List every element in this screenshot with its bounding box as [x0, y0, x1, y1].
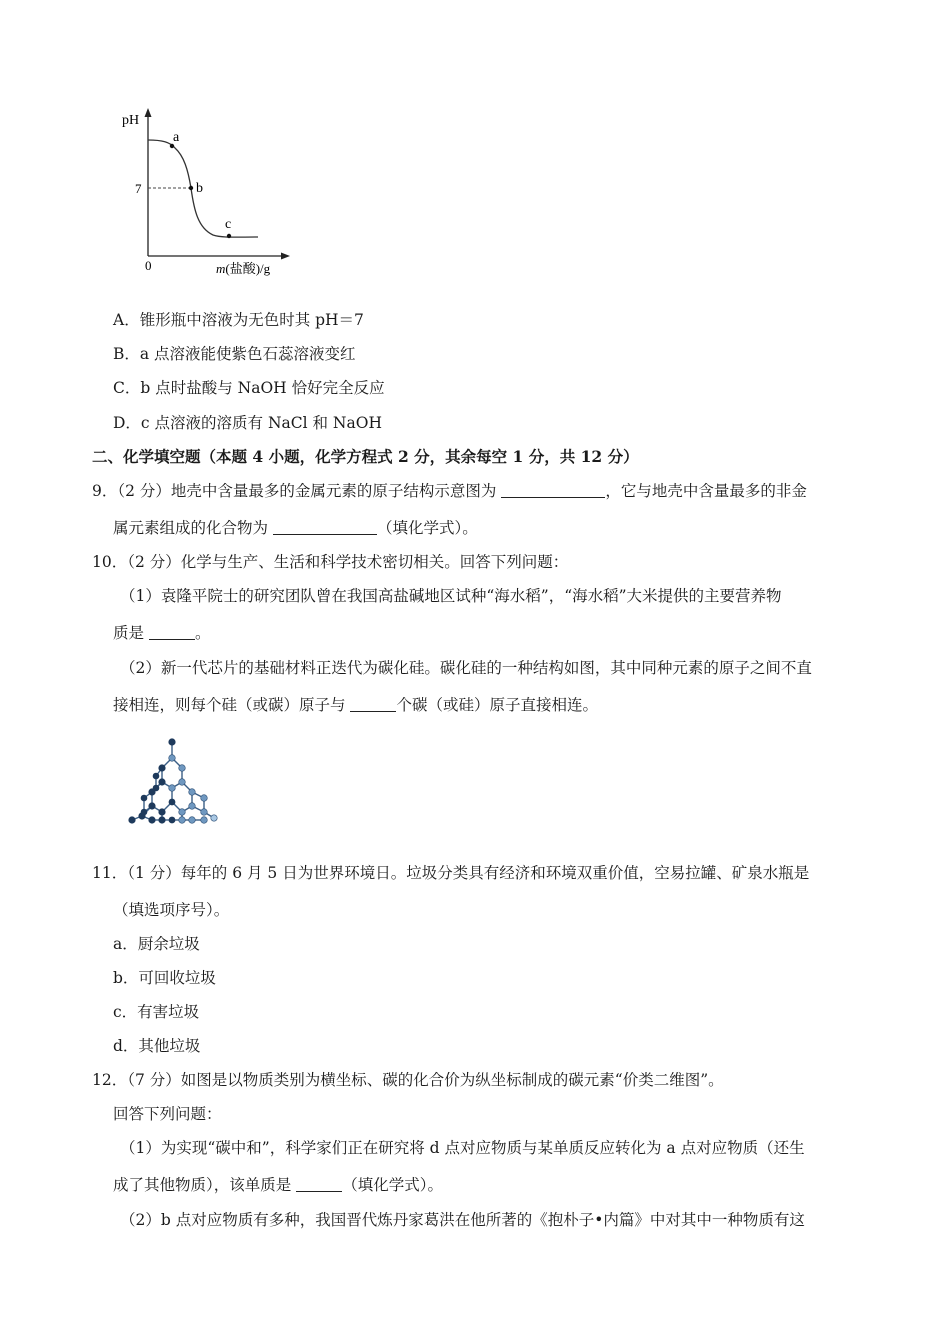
q11-option-b: b．可回收垃圾 [113, 969, 216, 987]
q10-answer-blank-2[interactable] [350, 696, 396, 712]
q10-part1-line2 [113, 622, 210, 644]
q12-part1-text-b: （填化学式）。 [342, 1176, 443, 1194]
x-axis-label-rest: (盐酸)/g [225, 261, 271, 276]
y-axis-arrow [145, 108, 152, 117]
ph-titration-chart [118, 104, 298, 282]
q10-part2-line2 [113, 694, 598, 716]
q8-option-b: B．a 点溶液能使紫色石蕊溶液变红 [113, 345, 356, 363]
origin-label: 0 [145, 258, 152, 273]
q10-answer-blank-1[interactable] [149, 624, 195, 640]
q12-line1: 12．（7 分）如图是以物质类别为横坐标、碳的化合价为纵坐标制成的碳元素“价类二维图”。 [92, 1071, 724, 1089]
point-b-label: b [196, 181, 203, 196]
q10-part2-line1: （2）新一代芯片的基础材料正迭代为碳化硅。碳化硅的一种结构如图，其中同种元素的原子之间不直 [120, 659, 812, 677]
q11-line2: （填选项序号）。 [113, 901, 230, 919]
q9-line1-text-b: ，它与地壳中含量最多的非金 [605, 482, 807, 500]
ph-curve [148, 140, 258, 237]
point-b [189, 186, 193, 190]
tick-7-label: 7 [135, 181, 142, 196]
q10-part2-text-a: 接相连，则每个硅（或碳）原子与 [113, 696, 346, 714]
q9-answer-blank-2[interactable] [273, 519, 377, 535]
q10-part1-text-a: 质是 [113, 624, 145, 642]
q9-line1 [92, 480, 807, 502]
q11-option-c: c．有害垃圾 [113, 1003, 200, 1021]
q12-answer-blank-1[interactable] [296, 1176, 342, 1192]
q12-part1-line2 [113, 1174, 443, 1196]
point-c-label: c [225, 217, 232, 232]
q9-answer-blank-1[interactable] [501, 482, 605, 498]
q11-line1: 11．（1 分）每年的 6 月 5 日为世界环境日。垃圾分类具有经济和环境双重价值，空易拉罐、矿泉水瓶是 [92, 864, 810, 882]
q12-part1-line1: （1）为实现“碳中和”，科学家们正在研究将 d 点对应物质与某单质反应转化为 a 点对应物质（还生 [120, 1139, 805, 1157]
sic-atoms-dark [128, 738, 175, 823]
ph-chart-svg [118, 104, 298, 282]
x-axis-arrow [281, 253, 290, 260]
q12-line2: 回答下列问题： [113, 1105, 222, 1123]
q10-part1-line1: （1）袁隆平院士的研究团队曾在我国高盐碱地区试种“海水稻”，“海水稻”大米提供的主要营养物 [120, 587, 782, 605]
silicon-carbide-structure-image [124, 736, 236, 828]
x-axis-label-m: m [216, 261, 226, 276]
q9-line2-text-b: （填化学式）。 [376, 519, 478, 537]
q12-part1-text-a: 成了其他物质），该单质是 [113, 1176, 292, 1194]
q9-line2 [113, 517, 478, 539]
point-c [227, 234, 231, 238]
sic-atoms-light [169, 755, 218, 824]
point-a-label: a [173, 130, 180, 145]
q8-option-d: D．c 点溶液的溶质有 NaCl 和 NaOH [113, 414, 382, 432]
x-axis-label [216, 261, 271, 276]
q8-option-a: A．锥形瓶中溶液为无色时其 pH＝7 [113, 311, 364, 329]
q11-option-d: d．其他垃圾 [113, 1037, 201, 1055]
q8-option-c: C．b 点时盐酸与 NaOH 恰好完全反应 [113, 379, 385, 397]
section2-title: 二、化学填空题（本题 4 小题，化学方程式 2 分，其余每空 1 分，共 12 分） [92, 447, 639, 466]
q10-intro: 10．（2 分）化学与生产、生活和科学技术密切相关。回答下列问题： [92, 553, 569, 571]
q10-part2-text-b: 个碳（或硅）原子直接相连。 [396, 696, 598, 714]
q11-option-a: a．厨余垃圾 [113, 935, 200, 953]
sic-structure-svg [124, 736, 236, 828]
sic-bonds [132, 742, 214, 820]
q9-line1-text-a: 9．（2 分）地壳中含量最多的金属元素的原子结构示意图为 [92, 482, 497, 500]
q10-part1-text-b: 。 [194, 624, 211, 642]
q9-line2-text-a: 属元素组成的化合物为 [113, 519, 269, 537]
q12-part2-line1: （2）b 点对应物质有多种，我国晋代炼丹家葛洪在他所著的《抱朴子•内篇》中对其中一种物质有这 [120, 1211, 805, 1229]
y-axis-label: pH [122, 113, 140, 128]
